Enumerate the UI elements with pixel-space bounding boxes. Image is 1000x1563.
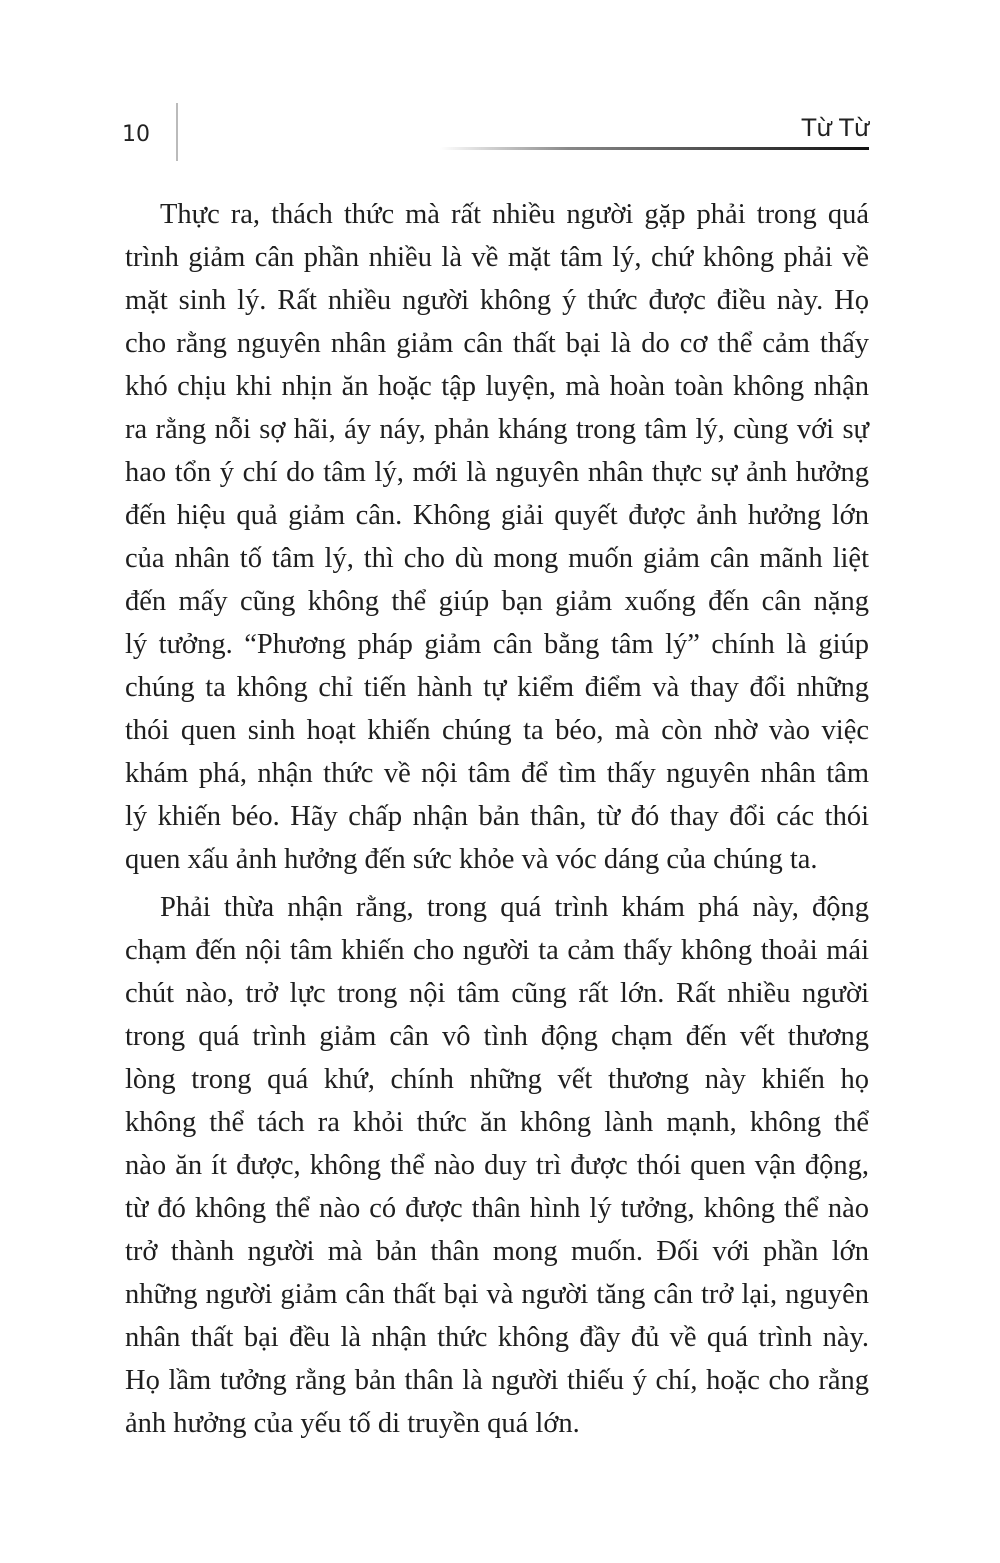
- text-line: đến mấy cũng không thể giúp bạn giảm xuống đến cân nặng: [125, 586, 869, 617]
- text-line: ra rằng nỗi sợ hãi, áy náy, phản kháng trong tâm lý, cùng với sự: [125, 414, 869, 445]
- text-line: không thể tách ra khỏi thức ăn không lành mạnh, không thể: [125, 1107, 869, 1138]
- page-number: 10: [122, 122, 150, 147]
- text-line: lòng trong quá khứ, chính những vết thương này khiến họ: [125, 1064, 869, 1095]
- text-line: đến hiệu quả giảm cân. Không giải quyết được ảnh hưởng lớn: [125, 500, 869, 531]
- text-line: khó chịu khi nhịn ăn hoặc tập luyện, mà hoàn toàn không nhận: [125, 371, 869, 402]
- text-line: hao tổn ý chí do tâm lý, mới là nguyên nhân thực sự ảnh hưởng: [125, 457, 869, 488]
- paragraph: [125, 193, 869, 881]
- text-line: quen xấu ảnh hưởng đến sức khỏe và vóc dáng của chúng ta.: [125, 844, 818, 875]
- header-horizontal-rule: [440, 147, 869, 150]
- text-line: trở thành người mà bản thân mong muốn. Đối với phần lớn: [125, 1236, 869, 1267]
- text-line: thói quen sinh hoạt khiến chúng ta béo, mà còn nhờ vào việc: [125, 715, 869, 746]
- running-title: Từ Từ: [801, 114, 869, 142]
- text-line: trình giảm cân phần nhiều là về mặt tâm lý, chứ không phải về: [125, 242, 869, 273]
- text-line: nhân thất bại đều là nhận thức không đầy đủ về quá trình này.: [125, 1322, 869, 1353]
- text-line: trong quá trình giảm cân vô tình động chạm đến vết thương: [125, 1021, 869, 1052]
- text-line: của nhân tố tâm lý, thì cho dù mong muốn giảm cân mãnh liệt: [125, 543, 869, 574]
- text-line: chạm đến nội tâm khiến cho người ta cảm thấy không thoải mái: [125, 935, 869, 966]
- text-line: lý khiến béo. Hãy chấp nhận bản thân, từ đó thay đổi các thói: [125, 801, 869, 832]
- text-line: nào ăn ít được, không thể nào duy trì được thói quen vận động,: [125, 1150, 869, 1181]
- text-line: Họ lầm tưởng rằng bản thân là người thiếu ý chí, hoặc cho rằng: [125, 1365, 869, 1396]
- header-vertical-divider: [176, 103, 178, 161]
- text-line: chút nào, trở lực trong nội tâm cũng rất lớn. Rất nhiều người: [125, 978, 869, 1009]
- text-line: khám phá, nhận thức về nội tâm để tìm thấy nguyên nhân tâm: [125, 758, 869, 789]
- text-line: mặt sinh lý. Rất nhiều người không ý thức được điều này. Họ: [125, 285, 869, 316]
- text-line: lý tưởng. “Phương pháp giảm cân bằng tâm lý” chính là giúp: [125, 629, 869, 660]
- text-line: ảnh hưởng của yếu tố di truyền quá lớn.: [125, 1408, 580, 1439]
- text-line: những người giảm cân thất bại và người tăng cân trở lại, nguyên: [125, 1279, 869, 1310]
- text-line: Thực ra, thách thức mà rất nhiều người gặp phải trong quá: [160, 199, 869, 230]
- text-line: Phải thừa nhận rằng, trong quá trình khám phá này, động: [160, 892, 869, 923]
- paragraph: [125, 886, 869, 1445]
- body-text: [125, 193, 869, 1450]
- text-line: từ đó không thể nào có được thân hình lý tưởng, không thể nào: [125, 1193, 869, 1224]
- text-line: cho rằng nguyên nhân giảm cân thất bại là do cơ thể cảm thấy: [125, 328, 869, 359]
- text-line: chúng ta không chỉ tiến hành tự kiểm điểm và thay đổi những: [125, 672, 869, 703]
